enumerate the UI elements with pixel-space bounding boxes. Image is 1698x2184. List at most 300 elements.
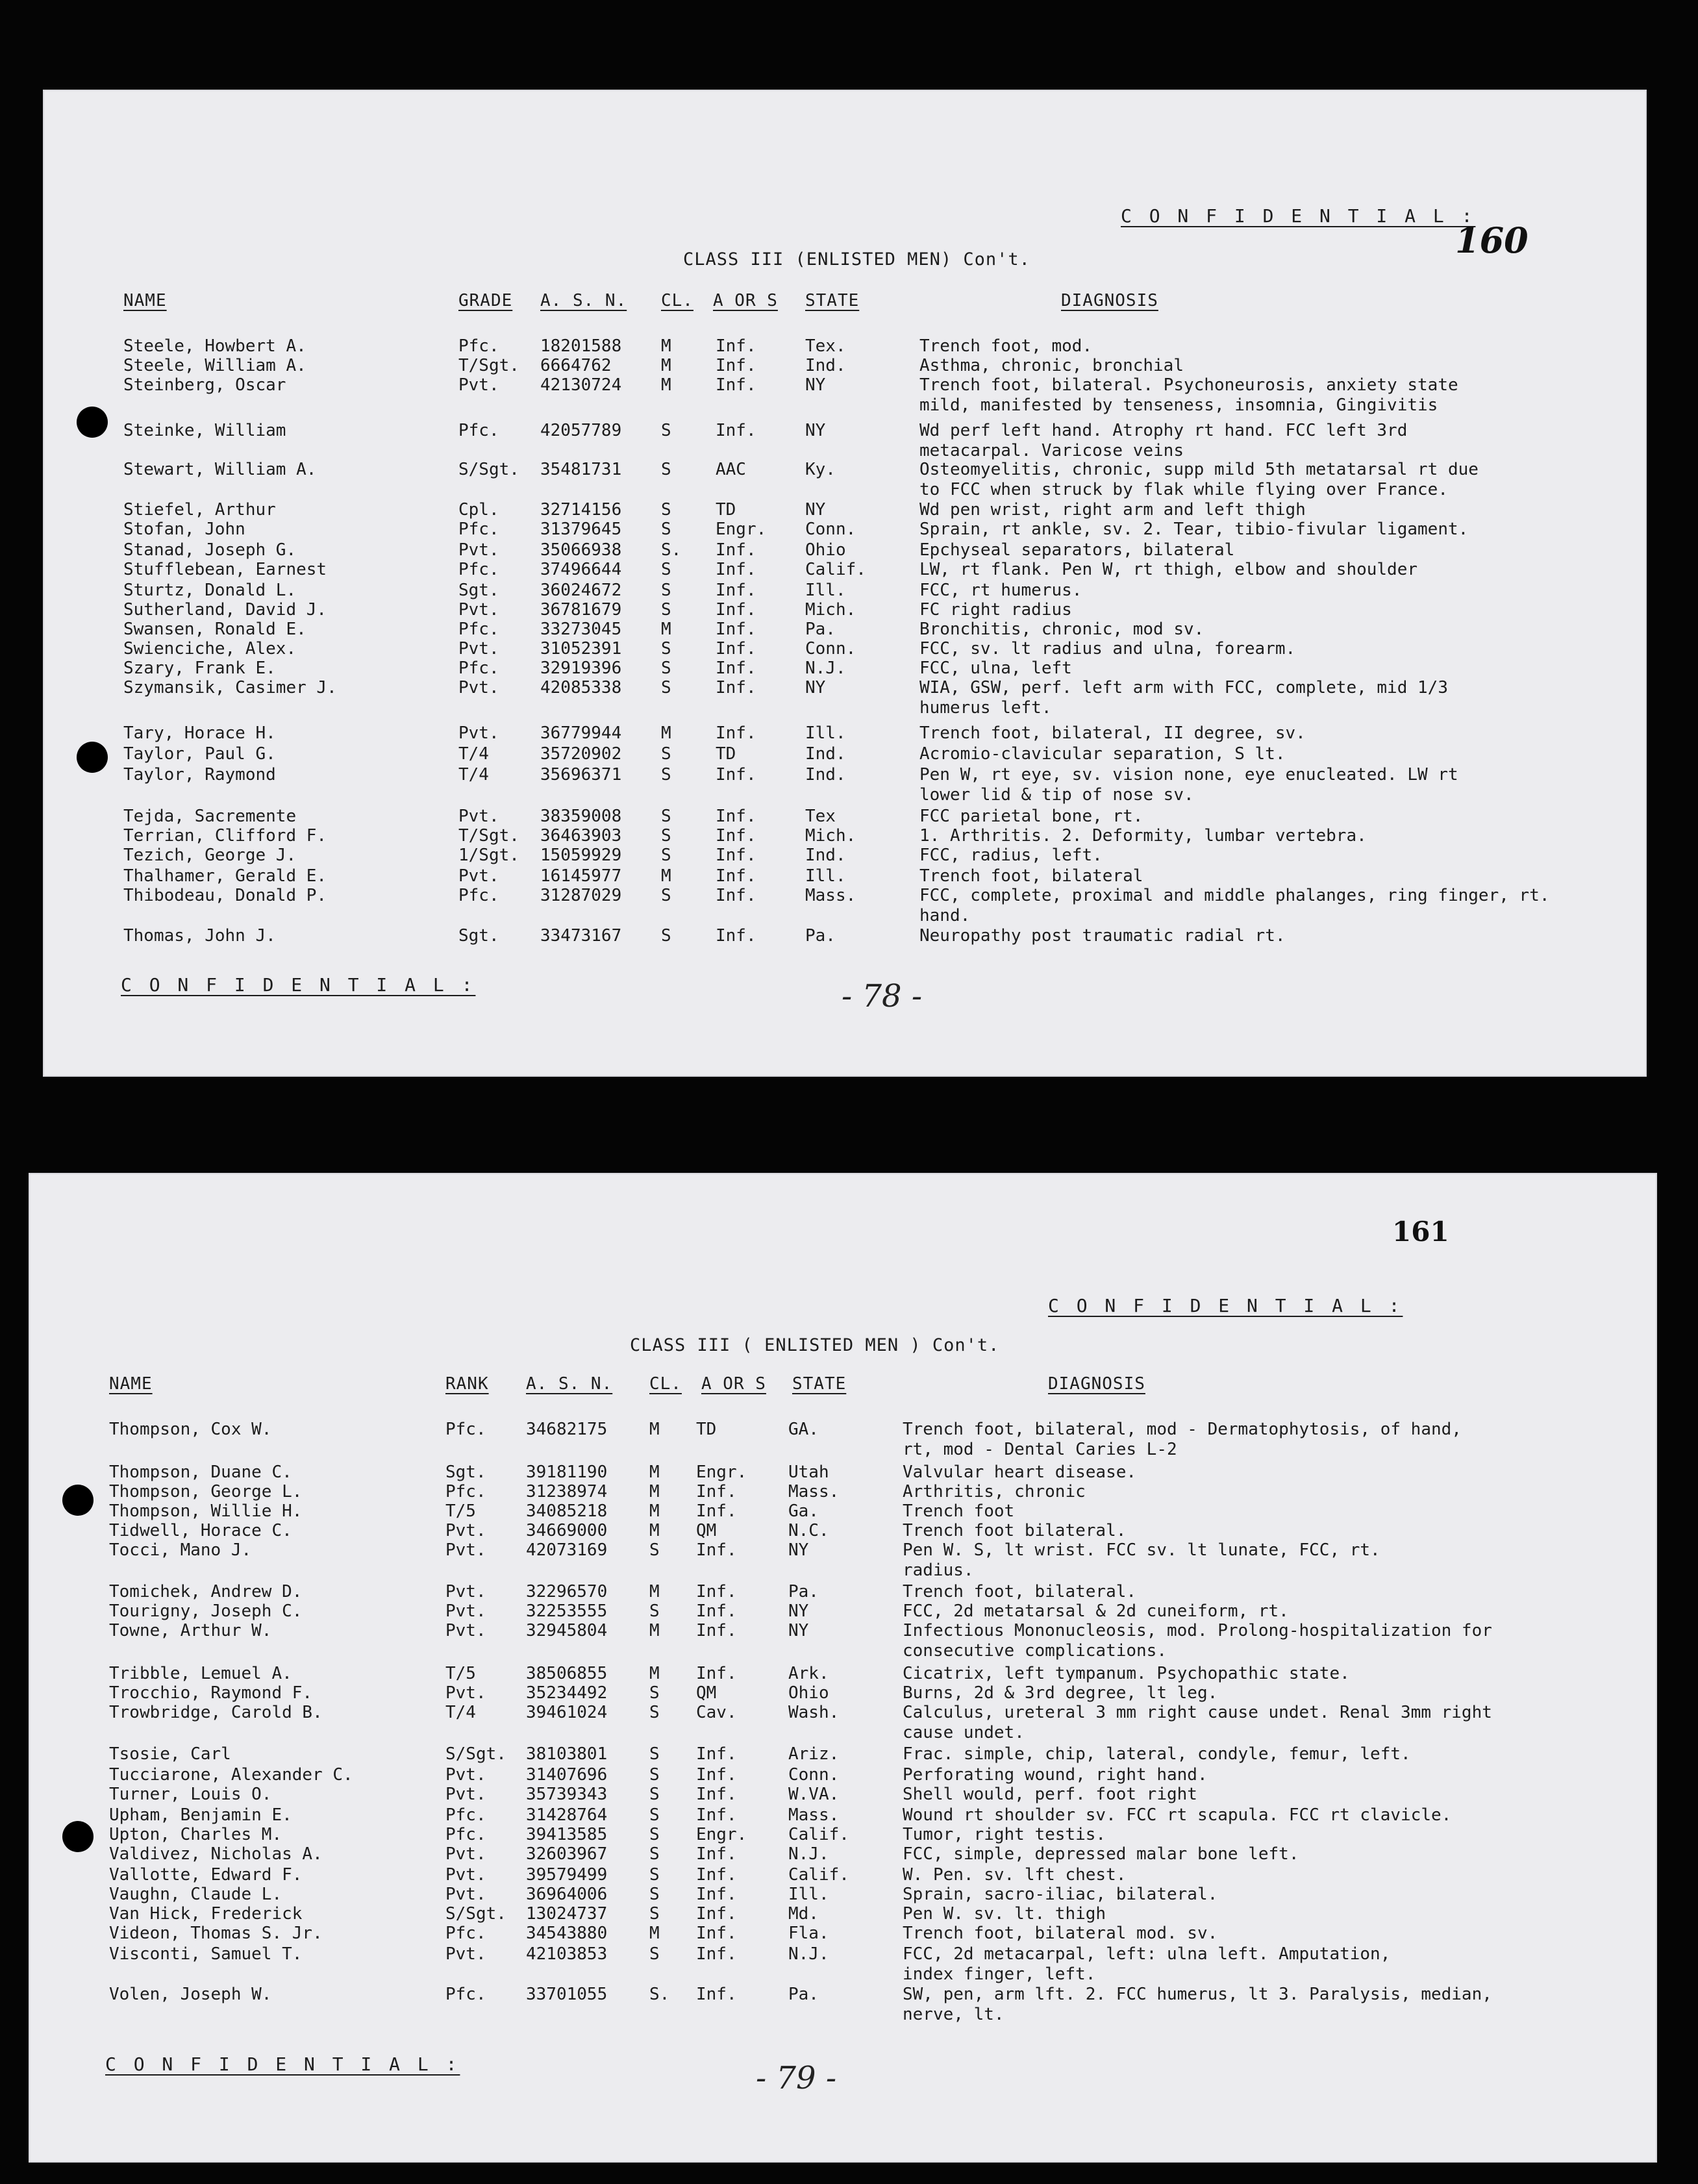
- cell-name: Vaughn, Claude L.: [109, 1885, 282, 1904]
- cell-diagnosis: Trench foot, mod.: [919, 336, 1093, 356]
- cell-name: Tribble, Lemuel A.: [109, 1664, 292, 1683]
- cell-state: GA.: [788, 1420, 819, 1439]
- cell-state: Mich.: [805, 600, 856, 620]
- cell-asn: 32945804: [526, 1621, 608, 1640]
- cell-grade: Pfc.: [445, 1985, 486, 2004]
- col-header-diagnosis: DIAGNOSIS: [1061, 291, 1158, 310]
- col-header-name: NAME: [123, 291, 167, 310]
- cell-state: Mass.: [805, 886, 856, 905]
- cell-name: Visconti, Samuel T.: [109, 1944, 303, 1964]
- cell-aors: Inf.: [716, 620, 756, 639]
- cell-name: Tourigny, Joseph C.: [109, 1601, 303, 1621]
- cell-diagnosis: Trench foot, bilateral mod. sv.: [903, 1924, 1218, 1943]
- cell-diagnosis: Trench foot: [903, 1501, 1015, 1521]
- cell-aors: QM: [696, 1683, 717, 1703]
- cell-aors: Inf.: [696, 1621, 737, 1640]
- col-header-asn: A. S. N.: [526, 1374, 613, 1394]
- cell-aors: AAC: [716, 460, 746, 479]
- cell-grade: Pvt.: [445, 1621, 486, 1640]
- cell-state: Conn.: [805, 639, 856, 659]
- cell-diagnosis: Trench foot, bilateral: [919, 866, 1143, 886]
- cell-cl: M: [661, 356, 671, 375]
- confidential-footer: C O N F I D E N T I A L :: [105, 2053, 460, 2075]
- cell-asn: 35696371: [540, 765, 622, 784]
- cell-grade: Pfc.: [445, 1420, 486, 1439]
- cell-state: Tex: [805, 807, 836, 826]
- cell-diagnosis: Sprain, rt ankle, sv. 2. Tear, tibio-fivular ligament.: [919, 520, 1469, 539]
- cell-state: Ill.: [805, 866, 846, 886]
- cell-diagnosis: SW, pen, arm lft. 2. FCC humerus, lt 3. Paralysis, median, nerve, lt.: [903, 1985, 1492, 2024]
- cell-asn: 36781679: [540, 600, 622, 620]
- cell-asn: 31287029: [540, 886, 622, 905]
- cell-name: Tejda, Sacremente: [123, 807, 297, 826]
- cell-cl: S: [649, 1825, 660, 1844]
- cell-asn: 34682175: [526, 1420, 608, 1439]
- cell-state: Conn.: [788, 1765, 840, 1785]
- cell-name: Sturtz, Donald L.: [123, 581, 297, 600]
- cell-state: N.J.: [805, 659, 846, 678]
- cell-asn: 42057789: [540, 421, 622, 440]
- cell-asn: 37496644: [540, 560, 622, 579]
- cell-grade: Pfc.: [458, 886, 499, 905]
- cell-state: Pa.: [788, 1985, 819, 2004]
- cell-asn: 39181190: [526, 1462, 608, 1482]
- cell-state: NY: [805, 500, 826, 520]
- cell-asn: 6664762: [540, 356, 612, 375]
- cell-diagnosis: Sprain, sacro-iliac, bilateral.: [903, 1885, 1218, 1904]
- cell-name: Turner, Louis O.: [109, 1785, 272, 1804]
- cell-cl: S: [649, 1703, 660, 1722]
- cell-grade: Cpl.: [458, 500, 499, 520]
- cell-cl: M: [649, 1482, 660, 1501]
- cell-aors: Engr.: [716, 520, 767, 539]
- cell-aors: Inf.: [716, 886, 756, 905]
- cell-aors: Inf.: [716, 846, 756, 865]
- cell-asn: 35481731: [540, 460, 622, 479]
- cell-state: Md.: [788, 1904, 819, 1924]
- cell-grade: S/Sgt.: [458, 460, 519, 479]
- cell-cl: S: [649, 1944, 660, 1964]
- cell-name: Vallotte, Edward F.: [109, 1865, 303, 1885]
- cell-asn: 42085338: [540, 678, 622, 697]
- cell-state: Mass.: [788, 1482, 840, 1501]
- cell-cl: M: [649, 1582, 660, 1601]
- cell-diagnosis: Asthma, chronic, bronchial: [919, 356, 1184, 375]
- cell-grade: Pvt.: [458, 540, 499, 560]
- col-header-aors: A OR S: [713, 291, 778, 310]
- cell-state: W.VA.: [788, 1785, 840, 1804]
- cell-name: Thibodeau, Donald P.: [123, 886, 327, 905]
- cell-state: NY: [805, 678, 826, 697]
- cell-cl: M: [649, 1462, 660, 1482]
- cell-state: Ind.: [805, 356, 846, 375]
- cell-asn: 36779944: [540, 723, 622, 743]
- cell-grade: S/Sgt.: [445, 1904, 506, 1924]
- cell-asn: 42130724: [540, 375, 622, 395]
- cell-asn: 31379645: [540, 520, 622, 539]
- cell-aors: TD: [696, 1420, 717, 1439]
- cell-name: Tezich, George J.: [123, 846, 297, 865]
- punch-hole: [62, 1485, 94, 1516]
- cell-asn: 34085218: [526, 1501, 608, 1521]
- cell-cl: S: [661, 421, 671, 440]
- cell-name: Taylor, Raymond: [123, 765, 276, 784]
- cell-name: Tary, Horace H.: [123, 723, 276, 743]
- cell-asn: 35066938: [540, 540, 622, 560]
- cell-cl: S: [661, 500, 671, 520]
- cell-aors: Inf.: [716, 765, 756, 784]
- cell-state: NY: [788, 1621, 809, 1640]
- col-header-state: STATE: [805, 291, 860, 310]
- page-title: CLASS III (ENLISTED MEN) Con't.: [683, 249, 1030, 270]
- cell-diagnosis: Trench foot, bilateral, II degree, sv.: [919, 723, 1306, 743]
- cell-asn: 31238974: [526, 1482, 608, 1501]
- cell-cl: S: [649, 1904, 660, 1924]
- cell-name: Thompson, Duane C.: [109, 1462, 292, 1482]
- cell-diagnosis: FC right radius: [919, 600, 1072, 620]
- cell-grade: T/4: [458, 744, 489, 764]
- cell-name: Thomas, John J.: [123, 926, 276, 946]
- cell-grade: Sgt.: [445, 1462, 486, 1482]
- cell-grade: Pvt.: [445, 1765, 486, 1785]
- cell-grade: Pvt.: [445, 1785, 486, 1804]
- cell-name: Thompson, George L.: [109, 1482, 303, 1501]
- cell-name: Trowbridge, Carold B.: [109, 1703, 323, 1722]
- col-header-asn: A. S. N.: [540, 291, 627, 310]
- cell-grade: Pvt.: [458, 723, 499, 743]
- col-header-state: STATE: [792, 1374, 847, 1394]
- cell-diagnosis: Epchyseal separators, bilateral: [919, 540, 1235, 560]
- cell-cl: S: [649, 1885, 660, 1904]
- cell-state: Conn.: [805, 520, 856, 539]
- cell-asn: 38506855: [526, 1664, 608, 1683]
- page-folio: - 79 -: [756, 2060, 837, 2096]
- cell-aors: Inf.: [696, 1885, 737, 1904]
- cell-cl: M: [649, 1924, 660, 1943]
- cell-name: Steinke, William: [123, 421, 286, 440]
- cell-name: Steele, Howbert A.: [123, 336, 306, 356]
- cell-aors: Inf.: [696, 1744, 737, 1764]
- cell-state: N.C.: [788, 1521, 829, 1540]
- col-header-grade: GRADE: [458, 291, 513, 310]
- cell-asn: 33473167: [540, 926, 622, 946]
- cell-aors: Inf.: [716, 723, 756, 743]
- cell-cl: M: [649, 1501, 660, 1521]
- cell-cl: S: [649, 1601, 660, 1621]
- cell-aors: Engr.: [696, 1462, 747, 1482]
- cell-diagnosis: FCC, sv. lt radius and ulna, forearm.: [919, 639, 1296, 659]
- cell-diagnosis: Trench foot, bilateral.: [903, 1582, 1137, 1601]
- cell-cl: S: [661, 886, 671, 905]
- cell-cl: S: [661, 600, 671, 620]
- cell-aors: Inf.: [696, 1904, 737, 1924]
- cell-diagnosis: Pen W, rt eye, sv. vision none, eye enucleated. LW rt lower lid & tip of nose sv.: [919, 765, 1458, 805]
- cell-cl: M: [649, 1420, 660, 1439]
- cell-diagnosis: Shell would, perf. foot right: [903, 1785, 1197, 1804]
- cell-state: Ohio: [805, 540, 846, 560]
- cell-cl: S: [661, 926, 671, 946]
- cell-grade: Pvt.: [458, 678, 499, 697]
- cell-asn: 32714156: [540, 500, 622, 520]
- cell-name: Tucciarone, Alexander C.: [109, 1765, 353, 1785]
- cell-name: Towne, Arthur W.: [109, 1621, 272, 1640]
- page-number: 160: [1455, 220, 1529, 261]
- cell-name: Valdivez, Nicholas A.: [109, 1844, 323, 1864]
- cell-cl: S: [661, 846, 671, 865]
- cell-aors: Inf.: [716, 826, 756, 846]
- cell-grade: S/Sgt.: [445, 1744, 506, 1764]
- cell-aors: Inf.: [716, 581, 756, 600]
- cell-asn: 42103853: [526, 1944, 608, 1964]
- cell-diagnosis: Osteomyelitis, chronic, supp mild 5th metatarsal rt due to FCC when struck by flak while flying over France.: [919, 460, 1479, 499]
- cell-aors: Inf.: [696, 1582, 737, 1601]
- cell-diagnosis: FCC, radius, left.: [919, 846, 1103, 865]
- cell-state: Ark.: [788, 1664, 829, 1683]
- cell-name: Taylor, Paul G.: [123, 744, 276, 764]
- cell-state: NY: [788, 1601, 809, 1621]
- cell-state: Ill.: [805, 581, 846, 600]
- cell-aors: Inf.: [696, 1805, 737, 1825]
- cell-cl: S: [661, 807, 671, 826]
- cell-grade: Pfc.: [458, 560, 499, 579]
- cell-aors: Inf.: [696, 1924, 737, 1943]
- cell-cl: S: [649, 1805, 660, 1825]
- cell-name: Thalhamer, Gerald E.: [123, 866, 327, 886]
- col-header-cl: CL.: [649, 1374, 682, 1394]
- cell-name: Volen, Joseph W.: [109, 1985, 272, 2004]
- cell-grade: Pvt.: [458, 807, 499, 826]
- cell-grade: Pvt.: [445, 1944, 486, 1964]
- cell-aors: Inf.: [716, 600, 756, 620]
- cell-name: Tidwell, Horace C.: [109, 1521, 292, 1540]
- cell-aors: Inf.: [696, 1944, 737, 1964]
- cell-state: Ill.: [805, 723, 846, 743]
- cell-asn: 35234492: [526, 1683, 608, 1703]
- cell-cl: M: [649, 1521, 660, 1540]
- cell-cl: S: [661, 581, 671, 600]
- cell-diagnosis: Valvular heart disease.: [903, 1462, 1137, 1482]
- cell-diagnosis: Acromio-clavicular separation, S lt.: [919, 744, 1286, 764]
- cell-state: NY: [805, 375, 826, 395]
- cell-grade: Pvt.: [445, 1601, 486, 1621]
- cell-asn: 16145977: [540, 866, 622, 886]
- cell-state: Tex.: [805, 336, 846, 356]
- cell-grade: Pvt.: [458, 639, 499, 659]
- cell-asn: 18201588: [540, 336, 622, 356]
- page-number: 161: [1392, 1216, 1449, 1248]
- cell-state: Calif.: [805, 560, 866, 579]
- cell-asn: 33273045: [540, 620, 622, 639]
- cell-grade: T/5: [445, 1664, 476, 1683]
- cell-diagnosis: Pen W. S, lt wrist. FCC sv. lt lunate, FCC, rt. radius.: [903, 1540, 1380, 1580]
- cell-state: Utah: [788, 1462, 829, 1482]
- cell-cl: S: [661, 639, 671, 659]
- cell-cl: S: [661, 460, 671, 479]
- cell-cl: S: [661, 678, 671, 697]
- cell-state: N.J.: [788, 1844, 829, 1864]
- cell-name: Tocci, Mano J.: [109, 1540, 252, 1560]
- cell-diagnosis: Trench foot bilateral.: [903, 1521, 1127, 1540]
- cell-state: NY: [805, 421, 826, 440]
- col-header-rank: RANK: [445, 1374, 489, 1394]
- cell-diagnosis: FCC, simple, depressed malar bone left.: [903, 1844, 1299, 1864]
- cell-cl: S: [661, 744, 671, 764]
- cell-name: Tomichek, Andrew D.: [109, 1582, 303, 1601]
- document-page-161: [29, 1173, 1657, 2163]
- cell-diagnosis: FCC, 2d metatarsal & 2d cuneiform, rt.: [903, 1601, 1289, 1621]
- cell-grade: Pvt.: [445, 1844, 486, 1864]
- col-header-diagnosis: DIAGNOSIS: [1048, 1374, 1145, 1394]
- cell-aors: Inf.: [696, 1540, 737, 1560]
- cell-state: Ind.: [805, 765, 846, 784]
- cell-asn: 36463903: [540, 826, 622, 846]
- cell-name: Stewart, William A.: [123, 460, 317, 479]
- cell-cl: S: [649, 1744, 660, 1764]
- cell-name: Thompson, Cox W.: [109, 1420, 272, 1439]
- cell-name: Stanad, Joseph G.: [123, 540, 297, 560]
- cell-name: Trocchio, Raymond F.: [109, 1683, 313, 1703]
- cell-name: Swansen, Ronald E.: [123, 620, 306, 639]
- cell-grade: Pfc.: [458, 336, 499, 356]
- col-header-name: NAME: [109, 1374, 153, 1394]
- cell-aors: Inf.: [696, 1601, 737, 1621]
- cell-grade: Pvt.: [445, 1885, 486, 1904]
- cell-aors: Inf.: [716, 926, 756, 946]
- cell-state: Mass.: [788, 1805, 840, 1825]
- cell-diagnosis: Cicatrix, left tympanum. Psychopathic state.: [903, 1664, 1350, 1683]
- cell-cl: S: [649, 1844, 660, 1864]
- cell-asn: 38103801: [526, 1744, 608, 1764]
- cell-diagnosis: Wd perf left hand. Atrophy rt hand. FCC left 3rd metacarpal. Varicose veins: [919, 421, 1408, 460]
- cell-aors: Inf.: [716, 356, 756, 375]
- cell-diagnosis: FCC, 2d metacarpal, left: ulna left. Amputation, index finger, left.: [903, 1944, 1391, 1984]
- cell-diagnosis: 1. Arthritis. 2. Deformity, lumbar vertebra.: [919, 826, 1367, 846]
- cell-cl: M: [661, 336, 671, 356]
- cell-grade: Pvt.: [458, 600, 499, 620]
- cell-name: Thompson, Willie H.: [109, 1501, 303, 1521]
- cell-cl: M: [661, 723, 671, 743]
- cell-diagnosis: FCC, rt humerus.: [919, 581, 1082, 600]
- cell-state: Ind.: [805, 744, 846, 764]
- cell-asn: 31407696: [526, 1765, 608, 1785]
- cell-aors: Inf.: [716, 336, 756, 356]
- cell-grade: Pvt.: [445, 1865, 486, 1885]
- cell-cl: S: [661, 520, 671, 539]
- cell-name: Upton, Charles M.: [109, 1825, 282, 1844]
- col-header-cl: CL.: [661, 291, 693, 310]
- cell-asn: 32603967: [526, 1844, 608, 1864]
- cell-asn: 36024672: [540, 581, 622, 600]
- cell-grade: Pvt.: [445, 1582, 486, 1601]
- cell-aors: Inf.: [716, 678, 756, 697]
- cell-grade: Sgt.: [458, 926, 499, 946]
- cell-diagnosis: Infectious Mononucleosis, mod. Prolong-hospitalization for consecutive complications.: [903, 1621, 1492, 1661]
- cell-grade: Pfc.: [445, 1482, 486, 1501]
- cell-grade: Pvt.: [458, 375, 499, 395]
- cell-grade: Pfc.: [445, 1924, 486, 1943]
- cell-asn: 35739343: [526, 1785, 608, 1804]
- cell-name: Steele, William A.: [123, 356, 306, 375]
- cell-grade: T/Sgt.: [458, 826, 519, 846]
- document-page-160: [43, 90, 1647, 1077]
- cell-aors: Engr.: [696, 1825, 747, 1844]
- cell-diagnosis: Tumor, right testis.: [903, 1825, 1106, 1844]
- cell-name: Szary, Frank E.: [123, 659, 276, 678]
- cell-grade: T/4: [458, 765, 489, 784]
- cell-diagnosis: LW, rt flank. Pen W, rt thigh, elbow and shoulder: [919, 560, 1418, 579]
- punch-hole: [77, 742, 108, 773]
- cell-state: Ind.: [805, 846, 846, 865]
- cell-aors: Inf.: [696, 1664, 737, 1683]
- cell-name: Videon, Thomas S. Jr.: [109, 1924, 323, 1943]
- cell-aors: Inf.: [696, 1765, 737, 1785]
- cell-diagnosis: W. Pen. sv. lft chest.: [903, 1865, 1127, 1885]
- confidential-header: C O N F I D E N T I A L :: [1121, 205, 1476, 227]
- cell-name: Steinberg, Oscar: [123, 375, 286, 395]
- cell-aors: Cav.: [696, 1703, 737, 1722]
- cell-grade: Pvt.: [445, 1683, 486, 1703]
- cell-name: Terrian, Clifford F.: [123, 826, 327, 846]
- cell-aors: Inf.: [716, 375, 756, 395]
- cell-aors: TD: [716, 744, 736, 764]
- cell-name: Stofan, John: [123, 520, 245, 539]
- cell-cl: S.: [661, 540, 682, 560]
- confidential-header: C O N F I D E N T I A L :: [1048, 1295, 1403, 1316]
- cell-aors: Inf.: [696, 1844, 737, 1864]
- cell-asn: 42073169: [526, 1540, 608, 1560]
- cell-cl: S: [649, 1785, 660, 1804]
- cell-state: Ohio: [788, 1683, 829, 1703]
- cell-aors: Inf.: [696, 1785, 737, 1804]
- cell-state: Calif.: [788, 1865, 849, 1885]
- cell-grade: 1/Sgt.: [458, 846, 519, 865]
- cell-grade: T/4: [445, 1703, 476, 1722]
- cell-state: Ill.: [788, 1885, 829, 1904]
- cell-state: Pa.: [788, 1582, 819, 1601]
- cell-cl: S: [649, 1865, 660, 1885]
- cell-aors: Inf.: [696, 1482, 737, 1501]
- cell-asn: 31052391: [540, 639, 622, 659]
- cell-diagnosis: FCC parietal bone, rt.: [919, 807, 1143, 826]
- cell-cl: S: [661, 765, 671, 784]
- cell-cl: S.: [649, 1985, 670, 2004]
- cell-grade: Pvt.: [445, 1521, 486, 1540]
- cell-state: Ga.: [788, 1501, 819, 1521]
- cell-state: N.J.: [788, 1944, 829, 1964]
- cell-name: Van Hick, Frederick: [109, 1904, 303, 1924]
- cell-aors: Inf.: [696, 1865, 737, 1885]
- cell-aors: Inf.: [696, 1501, 737, 1521]
- cell-asn: 32919396: [540, 659, 622, 678]
- cell-diagnosis: FCC, complete, proximal and middle phalanges, ring finger, rt. hand.: [919, 886, 1550, 925]
- confidential-footer: C O N F I D E N T I A L :: [121, 974, 476, 996]
- cell-asn: 31428764: [526, 1805, 608, 1825]
- cell-diagnosis: Burns, 2d & 3rd degree, lt leg.: [903, 1683, 1218, 1703]
- cell-cl: M: [661, 620, 671, 639]
- cell-state: Pa.: [805, 620, 836, 639]
- cell-cl: M: [661, 375, 671, 395]
- cell-aors: Inf.: [716, 540, 756, 560]
- cell-cl: M: [661, 866, 671, 886]
- cell-asn: 34543880: [526, 1924, 608, 1943]
- cell-state: Ariz.: [788, 1744, 840, 1764]
- cell-aors: Inf.: [716, 866, 756, 886]
- cell-diagnosis: Trench foot, bilateral. Psychoneurosis, anxiety state mild, manifested by tenseness, insomnia, Gingivitis: [919, 375, 1458, 415]
- cell-asn: 35720902: [540, 744, 622, 764]
- cell-asn: 13024737: [526, 1904, 608, 1924]
- cell-grade: Pfc.: [458, 659, 499, 678]
- cell-cl: M: [649, 1664, 660, 1683]
